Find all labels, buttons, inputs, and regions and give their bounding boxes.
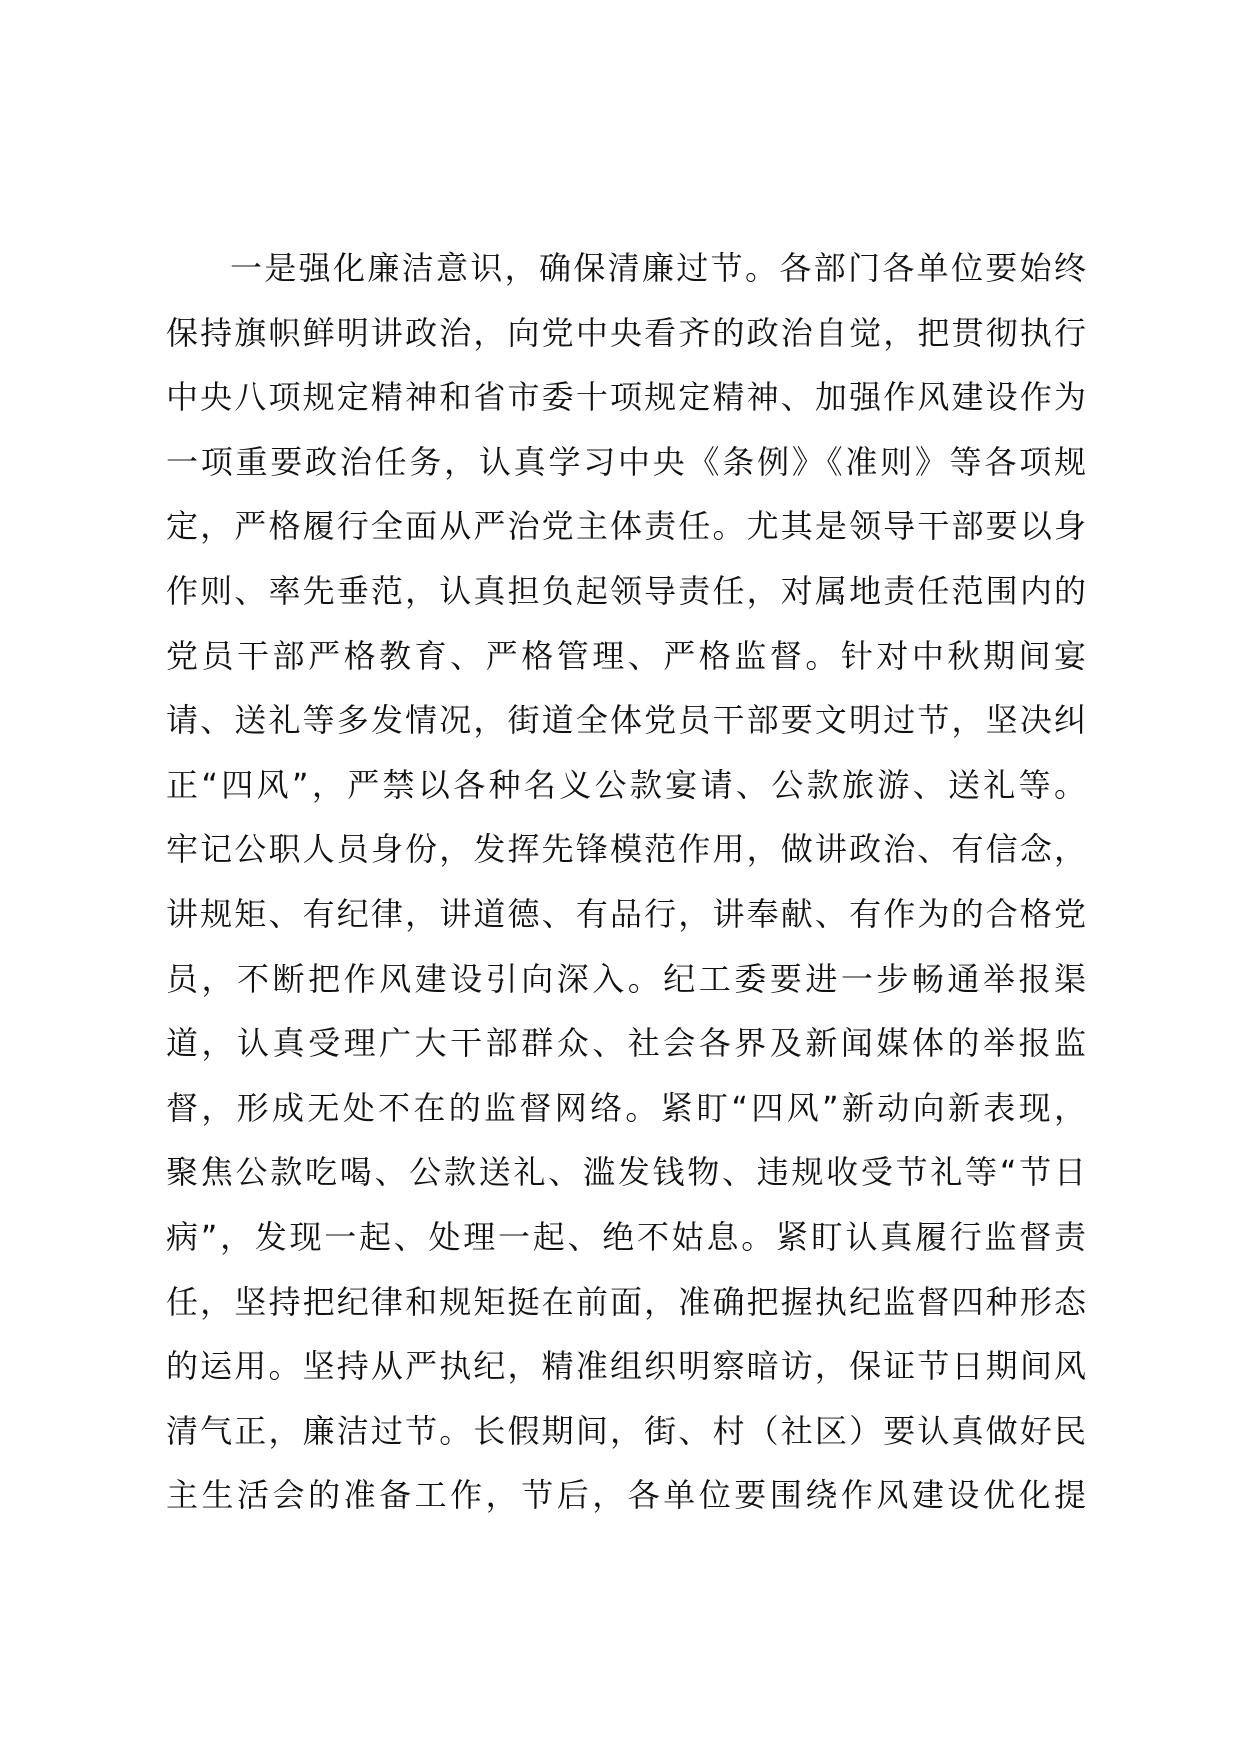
text-line: 定，严格履行全面从严治党主体责任。尤其是领导干部要以身: [166, 507, 1086, 546]
text-line: 清气正，廉洁过节。长假期间，街、村（社区）要认真做好民: [166, 1411, 1086, 1450]
text-line: 讲规矩、有纪律，讲道德、有品行，讲奉献、有作为的合格党: [166, 894, 1086, 933]
text-line: 一是强化廉洁意识，确保清廉过节。各部门各单位要始终: [230, 249, 1086, 287]
body-paragraph: [166, 236, 1086, 1528]
text-line: 病”，发现一起、处理一起、绝不姑息。紧盯认真履行监督责: [166, 1217, 1086, 1256]
text-line: 员，不断把作风建设引向深入。纪工委要进一步畅通举报渠: [166, 959, 1086, 998]
text-line: 牢记公职人员身份，发挥先锋模范作用，做讲政治、有信念，: [166, 830, 1086, 869]
text-line: 请、送礼等多发情况，街道全体党员干部要文明过节，坚决纠: [166, 701, 1086, 740]
text-line: 中央八项规定精神和省市委十项规定精神、加强作风建设作为: [166, 378, 1086, 417]
text-line: 作则、率先垂范，认真担负起领导责任，对属地责任范围内的: [166, 571, 1086, 610]
text-line: 的运用。坚持从严执纪，精准组织明察暗访，保证节日期间风: [166, 1347, 1086, 1386]
text-line: 督，形成无处不在的监督网络。紧盯“四风”新动向新表现，: [166, 1088, 1086, 1127]
text-line: 主生活会的准备工作，节后，各单位要围绕作风建设优化提: [166, 1476, 1086, 1515]
text-line: 任，坚持把纪律和规矩挺在前面，准确把握执纪监督四种形态: [166, 1282, 1086, 1321]
text-line: 保持旗帜鲜明讲政治，向党中央看齐的政治自觉，把贯彻执行: [166, 313, 1086, 352]
text-line: 道，认真受理广大干部群众、社会各界及新闻媒体的举报监: [166, 1024, 1086, 1063]
text-line: 聚焦公款吃喝、公款送礼、滥发钱物、违规收受节礼等“节日: [166, 1153, 1086, 1192]
text-line: 正“四风”，严禁以各种名义公款宴请、公款旅游、送礼等。: [166, 765, 1086, 804]
text-line: 一项重要政治任务，认真学习中央《条例》《准则》等各项规: [166, 442, 1086, 481]
text-line: 党员干部严格教育、严格管理、严格监督。针对中秋期间宴: [166, 636, 1086, 675]
